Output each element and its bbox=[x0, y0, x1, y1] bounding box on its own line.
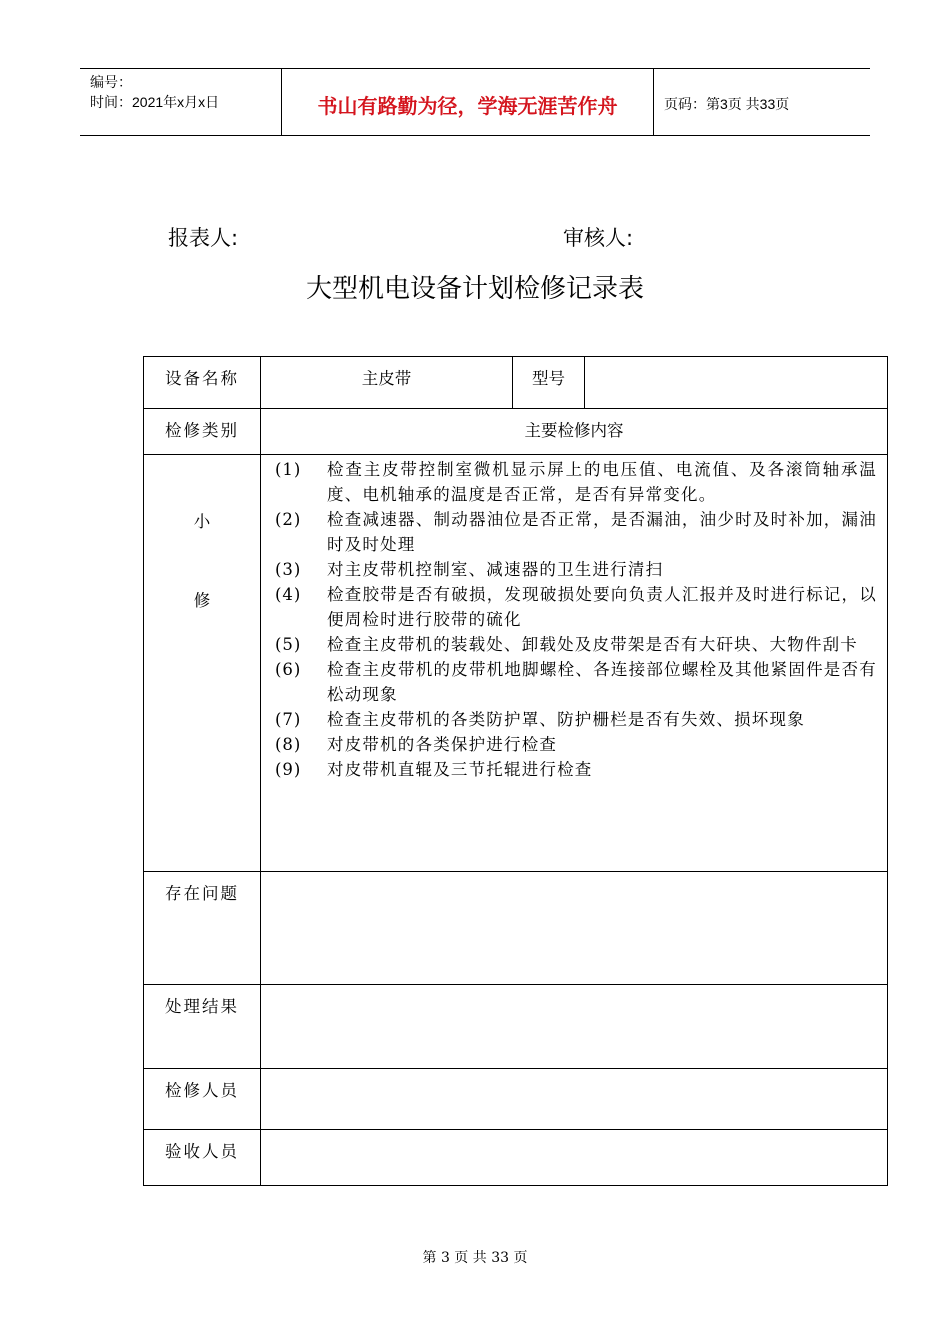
doc-time-label: 时间：2021年x月x日 bbox=[90, 94, 220, 110]
table-row bbox=[144, 357, 888, 409]
category-value-cell bbox=[144, 455, 261, 872]
table-row bbox=[144, 1130, 888, 1186]
category-label: 检修类别 bbox=[144, 409, 261, 455]
list-item: (8) 对皮带机的各类保护进行检查 bbox=[275, 735, 558, 754]
list-item: (7) 检查主皮带机的各类防护罩、防护栅栏是否有失效、损坏现象 bbox=[275, 710, 805, 729]
doc-number-label: 编号： bbox=[90, 74, 132, 90]
list-item: (4) 检查胶带是否有破损，发现破损处要向负责人汇报并及时进行标记，以便周检时进行胶带的硫化 bbox=[275, 585, 877, 629]
page-footer: 第 3 页 共 33 页 bbox=[422, 1250, 528, 1266]
page-title: 大型机电设备计划检修记录表 bbox=[305, 274, 644, 304]
table-row bbox=[144, 409, 888, 455]
header-bottom-rule bbox=[80, 135, 870, 136]
table-row bbox=[144, 455, 888, 872]
list-item: (3) 对主皮带机控制室、减速器的卫生进行清扫 bbox=[275, 560, 664, 579]
reviewer-label: 审核人: bbox=[563, 226, 634, 250]
table-row bbox=[144, 1069, 888, 1130]
repairers-value bbox=[261, 1069, 888, 1130]
model-label: 型号 bbox=[513, 357, 585, 409]
issues-label: 存在问题 bbox=[144, 872, 261, 985]
list-item: (2) 检查减速器、制动器油位是否正常，是否漏油，油少时及时补加，漏油时及时处理 bbox=[275, 510, 877, 554]
model-value bbox=[585, 357, 888, 409]
equipment-name-label: 设备名称 bbox=[144, 357, 261, 409]
equipment-name-value: 主皮带 bbox=[261, 357, 513, 409]
category-value-char: 小 bbox=[193, 512, 211, 531]
repairers-label: 检修人员 bbox=[144, 1069, 261, 1130]
acceptors-value bbox=[261, 1130, 888, 1186]
list-item: (5) 检查主皮带机的装载处、卸载处及皮带架是否有大矸块、大物件刮卡 bbox=[275, 635, 858, 654]
list-item: (9) 对皮带机直辊及三节托辊进行检查 bbox=[275, 760, 593, 779]
maintenance-record-table bbox=[143, 356, 888, 1186]
list-item: (6) 检查主皮带机的皮带机地脚螺栓、各连接部位螺栓及其他紧固件是否有松动现象 bbox=[275, 660, 877, 704]
issues-value bbox=[261, 872, 888, 985]
result-label: 处理结果 bbox=[144, 985, 261, 1069]
header-page-info: 页码：第3页 共33页 bbox=[664, 96, 790, 112]
result-value bbox=[261, 985, 888, 1069]
header-top-rule bbox=[80, 68, 870, 69]
reporter-label: 报表人: bbox=[168, 226, 239, 250]
maintenance-items bbox=[261, 455, 888, 872]
category-value-char: 修 bbox=[193, 591, 211, 610]
header-doc-info bbox=[90, 72, 219, 112]
content-label: 主要检修内容 bbox=[261, 409, 888, 455]
header-divider bbox=[653, 68, 654, 135]
table-row bbox=[144, 872, 888, 985]
header-motto: 书山有路勤为径，学海无涯苦作舟 bbox=[317, 94, 618, 118]
table-row bbox=[144, 985, 888, 1069]
acceptors-label: 验收人员 bbox=[144, 1130, 261, 1186]
list-item: (1) 检查主皮带控制室微机显示屏上的电压值、电流值、及各滚筒轴承温度、电机轴承的温度是否正常，是否有异常变化。 bbox=[275, 460, 877, 504]
